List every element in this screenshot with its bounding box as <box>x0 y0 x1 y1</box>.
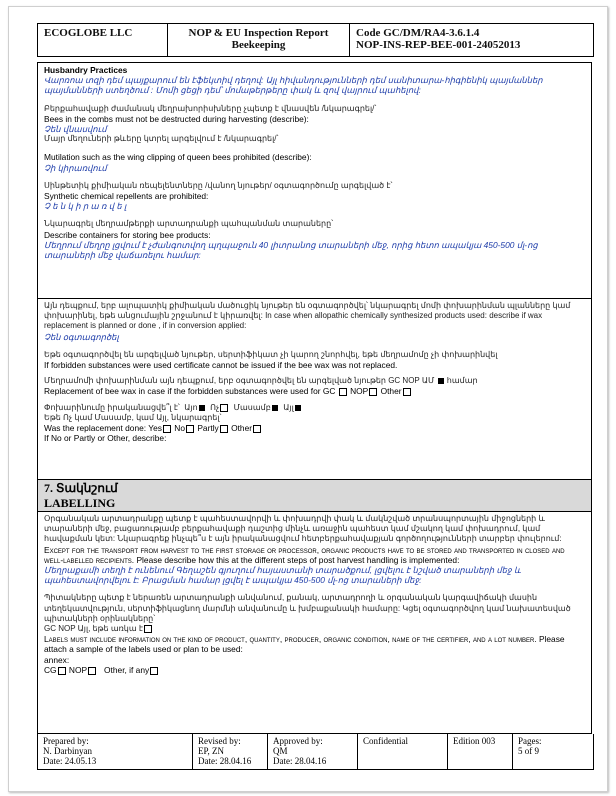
revised-name: EP, ZN <box>198 746 225 756</box>
checkbox-partly-arm[interactable] <box>272 405 278 411</box>
labelling-annex: annex: <box>44 654 70 665</box>
checkbox-other[interactable] <box>403 388 411 396</box>
footer-edition: Edition 003 <box>448 734 513 769</box>
checkbox-other-arm[interactable] <box>295 405 301 411</box>
wax-p1-answer: Չեն օգտագործել <box>44 331 119 342</box>
opt-partly-armenian: Մասամբ <box>233 402 271 412</box>
wax-p4b-armenian: Եթե Ոչ կամ Մասամբ, կամ Այլ, նկարագրել՝ <box>44 412 222 422</box>
report-title <box>168 24 350 56</box>
footer-pages <box>513 734 593 769</box>
checkbox-nop-label[interactable] <box>88 667 96 675</box>
checkbox-partly[interactable] <box>220 425 228 433</box>
wax-p5-english: If No or Partly or Other, describe: <box>44 433 167 444</box>
labelling-p4-english-rest: Please attach a sample of the labels used or plan to be used: <box>44 634 565 655</box>
approved-date: Date: 28.04.16 <box>273 756 327 766</box>
checkbox-no-arm[interactable] <box>220 404 228 412</box>
company-name: ECOGLOBE LLC <box>38 24 168 56</box>
wax-p1-armenian: Այն դեպքում, երբ ալոպատիկ քիմիական մածուցիկ նյութեր են օգտագործվել՝ նկարագրել մոմի փոխարինման պլանները կամ փոխարինել, եթե անցումային շրջանում է կիրառվել: <box>44 301 571 321</box>
checkbox-nop[interactable] <box>369 388 377 396</box>
approved-name: QM <box>273 746 288 756</box>
revised-label: Revised by: <box>198 736 241 746</box>
document-code-line1: Code GC/DM/RA4-3.6.1.4 <box>356 27 480 39</box>
husbandry-intro: Վարռոա տզի դեմ պայքարում են էֆեկտիվ դեղով: Այլ հիվանդությունների դեմ սանիտարա-հիգիենիկ պայմաններ պայմանների ստեղծում : Մոմի ցեցի դեմ՝ մոմաթերթերը փակ և զով վայրում պահելով: <box>44 75 543 96</box>
labelling-section <box>38 512 591 677</box>
husbandry-section <box>38 63 591 299</box>
checkbox-ngo[interactable] <box>438 378 444 384</box>
q4-english: Describe containers for storing bee products: <box>44 229 211 240</box>
labelling-cg: CG <box>44 664 57 675</box>
wax-p4-english: Was the replacement done: Yes <box>44 423 162 434</box>
pages-value: 5 of 9 <box>518 746 539 756</box>
labelling-heading <box>38 480 591 512</box>
labelling-p1-english-rest: Please describe how this at the different steps of post harvest handling is implemented: <box>136 554 460 565</box>
report-title-line1: NOP & EU Inspection Report <box>188 27 329 39</box>
document-header <box>37 23 594 57</box>
wax-p3-tail: համար <box>446 376 478 386</box>
wax-p2-english: If forbidden substances were used certificate cannot be issued if the bee wax was not replaced. <box>44 360 398 371</box>
q1-armenian: Բերքահավաքի ժամանակ մեղրախորիսխները չպետք է վնասվեն /նկարագրել/՝ <box>44 103 377 113</box>
q1-answer: Չեն վնասվում <box>44 124 107 135</box>
document-code <box>350 24 593 56</box>
footer-approved <box>268 734 358 769</box>
prepared-name: N. Darbinyan <box>43 746 92 756</box>
checkbox-yes[interactable] <box>163 425 171 433</box>
labelling-p1-english: Except for the transport from harvest to the first storage or processor, organic products have to be stored and transported in closed and well-labelled recipients. <box>44 544 565 565</box>
opt-other-armenian: Այլ <box>283 402 294 412</box>
wax-p4-partly: Partly <box>197 423 219 434</box>
pages-label: Pages: <box>518 736 542 746</box>
wax-p1-english: In case when allopathic chemically synthesized products used: describe if wax replacement is planned or done , if in conversion applied: <box>44 311 543 331</box>
q3-answer: Չ ե ն կ ի ր ա ռ վ ե լ <box>44 201 127 212</box>
q4-answer: Մեղրում մեղրը լցվում է չժանգոտվող պղպաջուն 40 լիտրանոց տարաների մեջ, որից հետո ապակյա 450-500 մլ-ոց տարաների մեջ վաճառելու համար: <box>44 239 538 261</box>
wax-p4-armenian: Փոխարինումը իրականացվե՞լ է՝ <box>44 402 180 412</box>
wax-p3-armenian: Մեղրամոմի փոխարինման այն դեպքում, երբ օգտագործվել են արգելված նյութեր GC NOP ԱՄ <box>44 376 435 386</box>
labelling-p3-armenian: GC NOP Այլ, եթե առկա է <box>44 624 144 634</box>
wax-p4-no: No <box>174 423 185 434</box>
wax-p2-armenian: Եթե օգտագործվել են արգելված նյութեր, սերտիֆիկատ չի կարող շնորհվել, եթե մեղրամոմը չի փոխարինվել <box>44 349 498 359</box>
footer-revised <box>193 734 268 769</box>
prepared-date: Date: 24.05.13 <box>43 756 97 766</box>
checkbox-yes-arm[interactable] <box>199 405 205 411</box>
wax-section <box>38 299 591 480</box>
checkbox-other-label[interactable] <box>150 667 158 675</box>
approved-label: Approved by: <box>273 736 323 746</box>
labelling-p2-armenian: Պիտակները պետք է ներառեն արտադրանքի անվանում, քանակ, արտադրողի և օրգանական կարգավիճակի մասին տեղեկատվություն, սերտիֆիկացնող մարմնի անվանումը և խմբաքանակի համարը: Կցել օգտագործվող կամ նախատեսված պիտակների օրինակները՝ <box>44 593 571 623</box>
q3-english: Synthetic chemical repellents are prohibited: <box>44 191 209 202</box>
checkbox-cg[interactable] <box>58 667 66 675</box>
revised-date: Date: 28.04.16 <box>198 756 252 766</box>
report-title-line2: Beekeeping <box>231 39 286 51</box>
husbandry-title: Husbandry Practices <box>44 65 128 75</box>
labelling-p1-armenian: Օրգանական արտադրանքը պետք է պահեստավորվի և փոխադրվի փակ և մակնշված տրանսպորտային միջոցների և տարաների մեջ, բացառությամբ բերքահավաքի դաշտից մինչև առաջին պահեստ կամ մշակող կամ փոխադրում, կամ հավաքման կետ: Նկարագրեք ինչպե՞ս է այն իրականացվում հետբերքահավաքյան գործողությունների տարբեր փուլերում: <box>44 514 562 544</box>
prepared-label: Prepared by: <box>43 736 89 746</box>
q3-armenian: Սինթետիկ քիմիական ռեպելենտները /վանող նյութեր/ օգտագործումը արգելված է՝ <box>44 180 393 190</box>
footer-prepared <box>38 734 193 769</box>
opt-no-armenian: Ոչ <box>210 402 220 412</box>
labelling-nop: NOP <box>68 664 88 675</box>
labelling-heading-english: LABELLING <box>44 496 116 510</box>
checkbox-gc[interactable] <box>339 388 347 396</box>
q2-armenian: Մայր մեղուների թևերը կտրել արգելվում է /նկարագրել/՝ <box>44 134 279 144</box>
checkbox-other-en[interactable] <box>253 425 261 433</box>
document-code-line2: NOP-INS-REP-BEE-001-24052013 <box>356 39 521 51</box>
q2-english: Mutilation such as the wing clipping of queen bees prohibited (describe): <box>44 152 312 163</box>
q2-answer: Չի կիրառվում <box>44 162 107 173</box>
wax-p4-other: Other <box>231 423 253 434</box>
checkbox-no[interactable] <box>186 425 194 433</box>
q4-armenian: Նկարագրել մեղրամթերքի արտադրանքի պահպանման տարաները՝ <box>44 219 334 229</box>
document-footer <box>37 734 594 770</box>
checkbox-other-label-arm[interactable] <box>144 625 152 633</box>
wax-p3-other: Other <box>380 386 402 397</box>
report-content <box>37 62 592 734</box>
labelling-p1-answer: Մեղրաքամի տեղի է ունենում Գեղաշեն գյուղում հայաստանի տարածքում, լցվելու է նշված տարաների մեջ և պահեստավորվելու է: Բրացման համար լցվել է ապակյա 450-500 մլ-ոց տարաների մեջ: <box>44 565 521 586</box>
footer-confidential: Confidential <box>358 734 448 769</box>
wax-p3-english: Replacement of bee wax in case if the forbidden substances were used for GC <box>44 386 336 397</box>
q1-english: Bees in the combs must not be destructed during harvesting (describe): <box>44 113 309 124</box>
wax-p3-nop: NOP <box>350 386 369 397</box>
labelling-p4-english: Labels must include information on the kind of product, quantity, producer, organic condition, name of the certifier, and a lot number. <box>44 634 537 645</box>
opt-yes-armenian: Այո <box>184 402 198 412</box>
labelling-heading-armenian: 7. Տակնշում <box>44 481 118 495</box>
labelling-other: Other, if any <box>104 664 150 675</box>
